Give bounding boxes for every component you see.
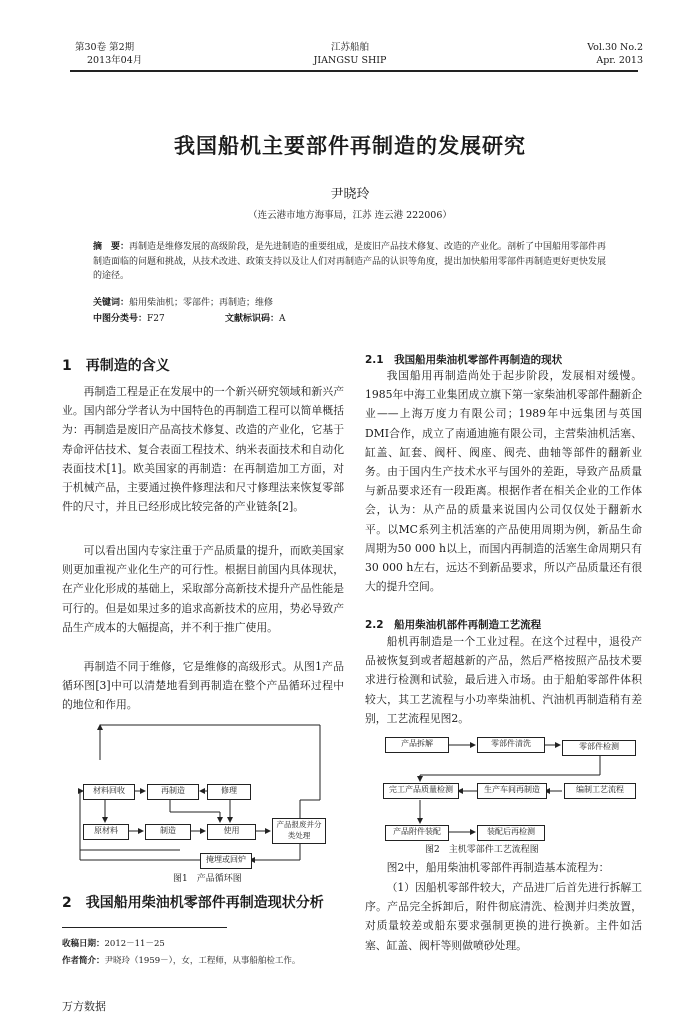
fig2-box-final-quality: 完工产品质量检测 [383,783,459,799]
fig1-box-remanufacture: 再制造 [147,784,199,800]
subsection-2-2-heading: 2.2 船用柴油机部件再制造工艺流程 [365,619,542,631]
fig2-box-process-plan: 编制工艺流程 [564,783,636,799]
fig1-box-landfill: 掩埋或回炉 [200,853,252,869]
class-value: F27 [147,314,165,324]
fig2-box-disassembly: 产品拆解 [385,737,449,753]
abstract-text: 再制造是维修发展的高级阶段，是先进制造的重要组成，是废旧产品技术修复、改造的产业化。剖析了中国船用零部件再制造面临的问题和挑战，从技术改进、政策支持以及让人们对再制造产品的认识等角度，提出加快船用零部件再制造更好更快发展的途径。 [93,242,607,281]
header-journal-en: JIANGSU SHIP [313,55,387,66]
class-label: 中图分类号： [93,314,148,324]
fig2-box-accessory-assembly: 产品附件装配 [385,825,449,841]
section1-heading: 1 再制造的含义 [62,358,170,374]
abstract-label: 摘 要： [93,242,130,252]
watermark: 万方数据 [62,1000,106,1013]
footnote-rule [62,927,227,928]
keywords-label: 关键词： [93,298,130,308]
figure1-caption: 图1 产品循环图 [173,874,242,884]
footnote-bio [62,953,300,969]
fig1-box-raw-material: 原材料 [83,824,129,840]
doc-label: 文献标识码： [225,314,280,324]
received-date: 2012－11－25 [104,939,165,949]
header-journal: 江苏船舶 [330,42,369,53]
fig1-box-manufacture: 制造 [145,824,191,840]
keywords-text: 船用柴油机；零部件；再制造；维修 [129,298,274,308]
fig2-paragraph-2: （1）因船机零部件较大，产品进厂后首先进行拆解工序。产品完全拆卸后，附件彻底清洗、检测并归类放置，对质量较差或船东要求强制更换的进行换新。主件如活塞、缸盖、阀杆等则做喷砂处理。 [365,881,642,952]
section1-paragraph-1: 再制造工程是正在发展中的一个新兴研究领域和新兴产业。国内部分学者认为中国特色的再制造工程可以简单概括为：再制造是废旧产品高技术修复、改造的产业化，它基于寿命评估技术、复合表面工程技术、纳米表面技术和自动化表面技术[1]。欧美国家的再制造：在再制造加工方面，对于机械产品，主要通过换件修理法和尺寸修理法来恢复零部件的尺寸，并且已经形成比较完备的产业链条[2]。 [62,385,344,514]
bio-label: 作者简介： [62,956,105,966]
subsection-2-2-paragraph: 船机再制造是一个工业过程。在这个过程中，退役产品被恢复到或者超越新的产品，然后严格按照产品技术要求进行检测和试验，最后进入市场。由于船舶零部件体积较大，其工艺流程与小功率柴油机、汽油机再制造稍有差别，工艺流程见图2。 [365,635,642,725]
paper-title: 我国船机主要部件再制造的发展研究 [174,134,526,158]
header-vol-en: Vol.30 No.2 [587,42,643,53]
author: 尹晓玲 [330,187,370,202]
subsection-2-1-heading: 2.1 我国船用柴油机零部件再制造的现状 [365,354,563,366]
footnote-received [62,936,165,952]
fig1-box-scrap: 产品报废并分类处理 [272,818,326,844]
doc-value: A [279,314,286,324]
fig2-box-inspection: 零部件检测 [562,740,636,756]
figure2-caption: 图2 主机零部件工艺流程图 [425,845,539,855]
fig2-box-post-assembly-check: 装配后再检测 [477,825,545,841]
fig2-box-workshop: 生产车间再制造 [477,783,547,799]
fig1-box-material-recovery: 材料回收 [83,784,135,800]
affiliation: （连云港市地方海事局，江苏 连云港 222006） [248,210,452,221]
fig2-box-cleaning: 零部件清洗 [477,737,545,753]
section1-paragraph-3: 再制造不同于维修，它是维修的高级形式。从图1产品循环图[3]中可以清楚地看到再制造在整个产品循环过程中的地位和作用。 [62,660,344,712]
section1-paragraph-2: 可以看出国内专家注重于产品质量的提升，而欧美国家则更加重视产业化生产的可行性。根据目前国内具体现状，在产业化形成的基础上，采取部分高新技术提升产品性能是可行的。但是如果过多的追求高新技术的应用，势必导致产品生产成本的大幅提高，并不利于推广使用。 [62,544,344,634]
header-date: 2013年04月 [87,55,143,66]
received-label: 收稿日期： [62,939,105,949]
header-date-en: Apr. 2013 [596,55,643,66]
fig1-box-use: 使用 [207,824,256,840]
subsection-2-1-paragraph: 我国船用再制造尚处于起步阶段，发展相对缓慢。1985年中海工业集团成立旗下第一家柴油机零部件翻新企业——上海万度力有限公司；1989年中远集团与英国DMI合作，成立了南通迪施有限公司，主营柴油机活塞、缸盖、缸套、阀杆、阀座、阀壳、曲轴等部件的翻新业务。由于国内生产技术水平与国外的差距，导致产品质量与新品要求还有一段距离。根据作者在相关企业的工作体会，认为：从产品的质量来说国内公司仅仅处于翻新水平。以MC系列主机活塞的产品使用周期为例，新品生命周期为50 000 h以上，而国内再制造的活塞生命周期只有30 000 h左右，远达不到新品要求，所以产品质量还有很大的提升空间。 [365,369,642,594]
bio-text: 尹晓玲（1959－），女，工程师，从事船舶检工作。 [104,956,301,966]
fig2-paragraph-1: 图2中，船用柴油机零部件再制造基本流程为： [386,861,610,874]
section2-heading: 2 我国船用柴油机零部件再制造现状分析 [62,895,324,911]
fig1-box-repair: 修理 [207,784,251,800]
header-volume: 第30卷 第2期 [75,42,135,53]
